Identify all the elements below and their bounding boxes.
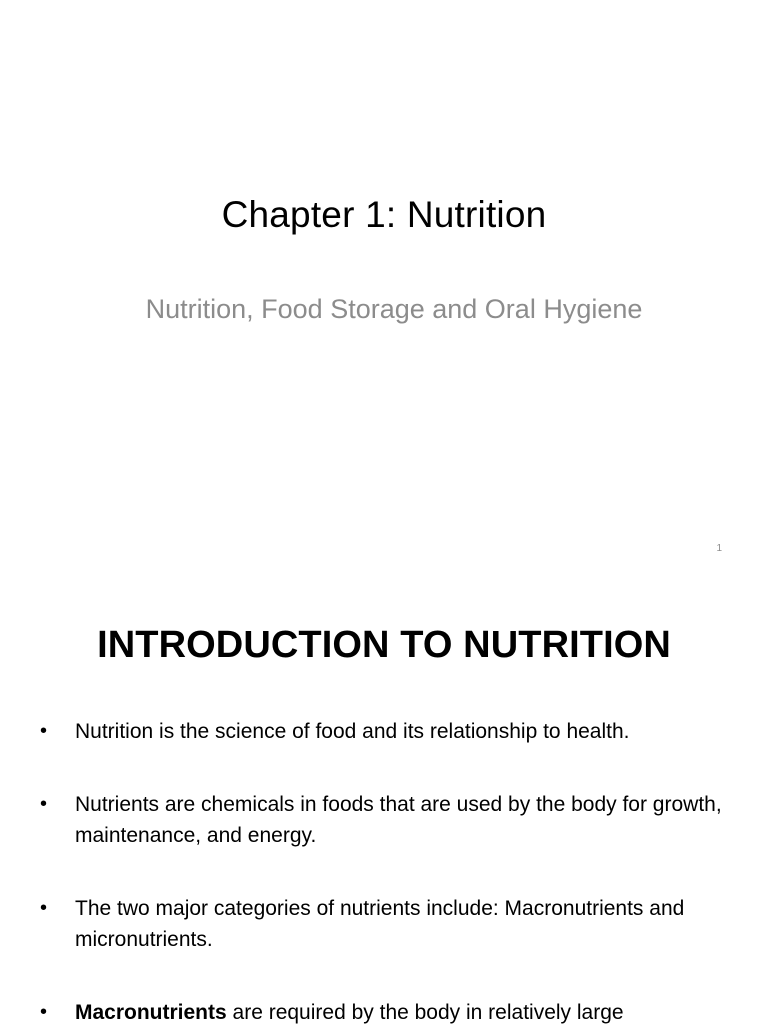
bullet-list [40,716,740,1024]
slide-number: 1 [716,543,722,554]
bullet-item [40,789,740,851]
bullet-icon: • [40,793,48,815]
bullet-icon: • [40,1001,48,1023]
slide-title: Chapter 1: Nutrition [221,194,547,235]
bullet-item [40,997,740,1024]
bullet-icon: • [40,720,48,742]
bullet-text: Nutrition is the science of food and its relationship to health. [75,720,630,743]
bullet-text: are required by the body in relatively large [226,1001,624,1024]
content-slide [0,576,768,1024]
bullet-text: The two major categories of nutrients include: Macronutrients and micronutrients. [75,897,685,951]
bullet-item [40,893,740,955]
bullet-icon: • [40,897,48,919]
slide-subtitle: Nutrition, Food Storage and Oral Hygiene [145,294,643,324]
bullet-item [40,716,740,747]
section-heading: INTRODUCTION TO NUTRITION [97,624,671,666]
bullet-text: Nutrients are chemicals in foods that are used by the body for growth, maintenance, and energy. [75,793,722,847]
bullet-bold-term: Macronutrients [75,1001,227,1024]
